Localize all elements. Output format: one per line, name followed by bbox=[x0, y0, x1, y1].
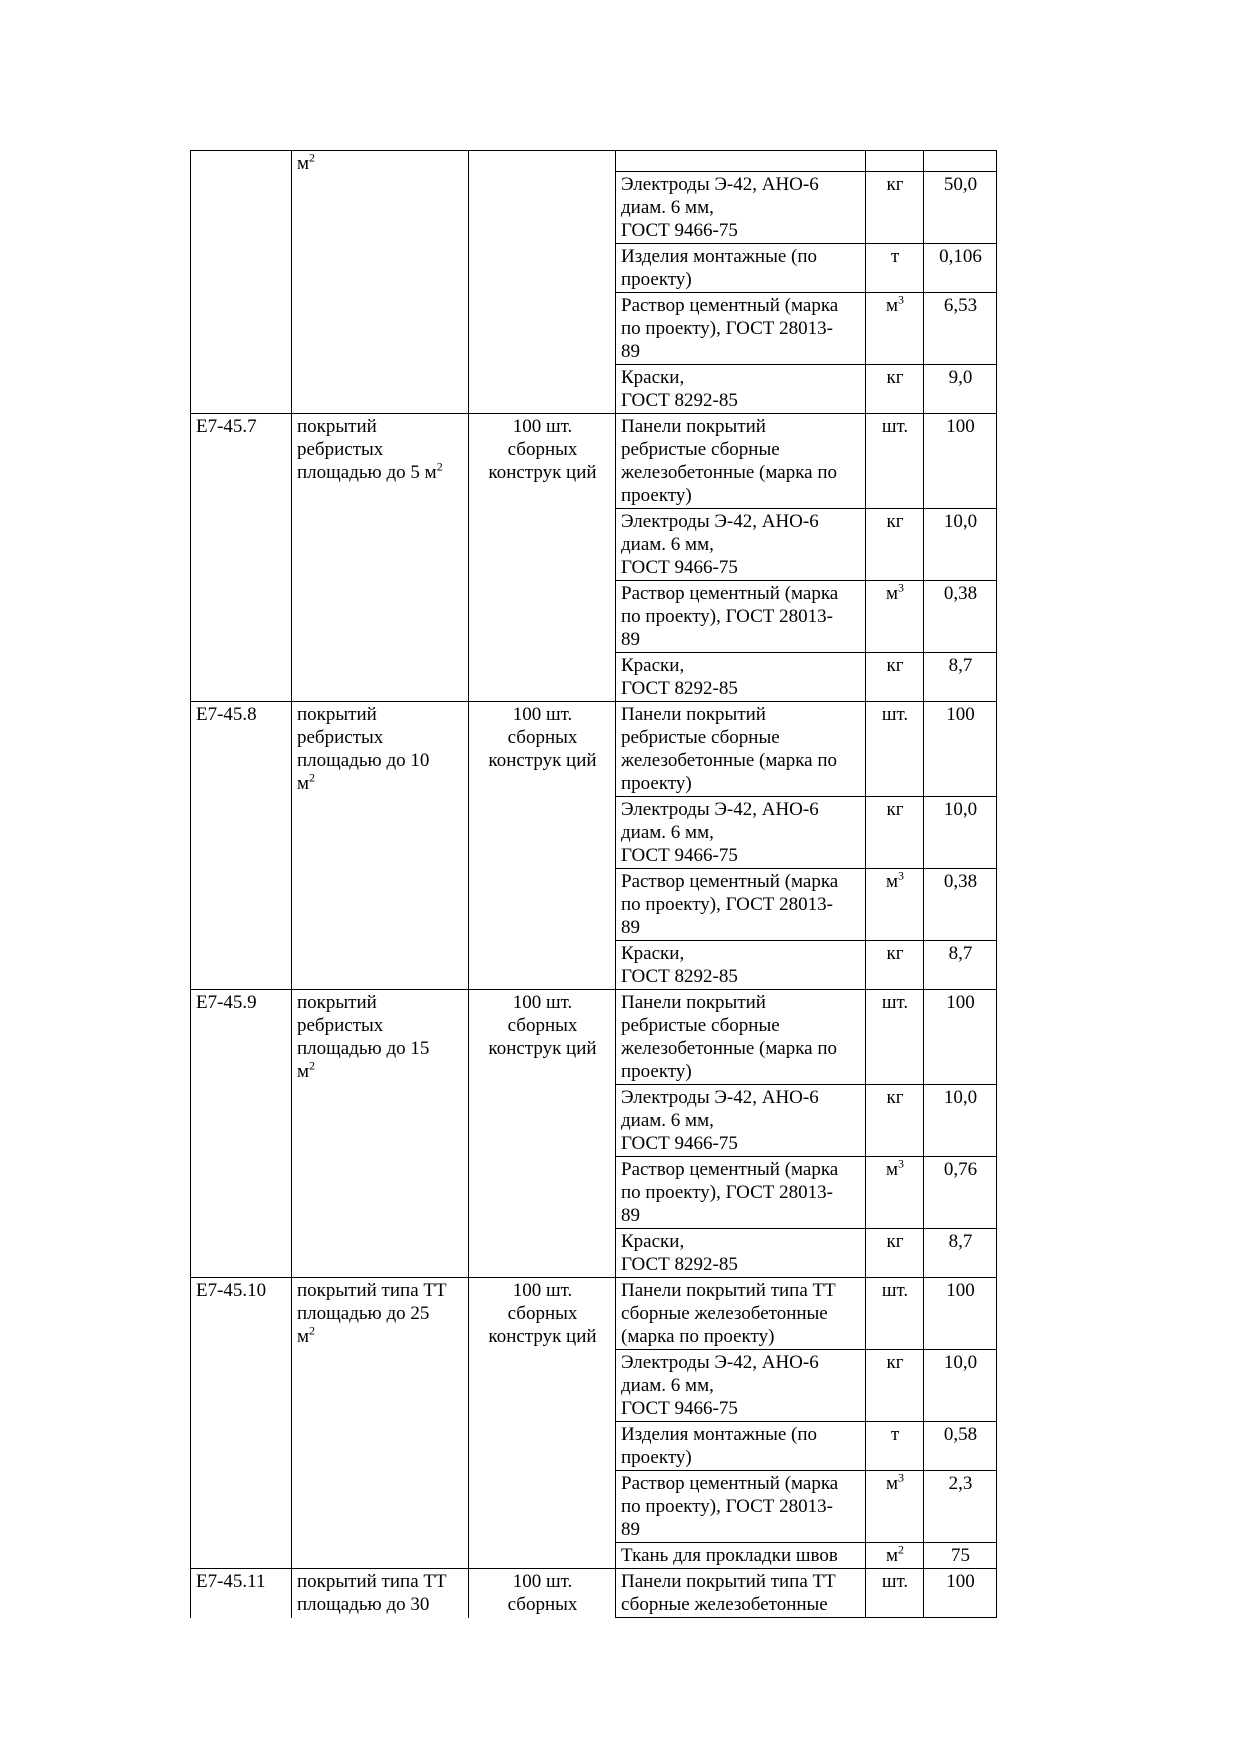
unit-cell bbox=[866, 244, 924, 293]
quantity-value: 0,38 bbox=[943, 871, 978, 892]
description-text: покрытий типа ТТ bbox=[297, 1280, 447, 1301]
text-line: ГОСТ 8292-85 bbox=[621, 966, 738, 987]
norm-code: Е7-45.11 bbox=[196, 1571, 266, 1592]
quantity-value: 75 bbox=[951, 1545, 970, 1566]
text-line: 89 bbox=[621, 341, 640, 362]
material-cell bbox=[616, 1278, 866, 1350]
quantity-value: 0,38 bbox=[943, 583, 978, 604]
norm-code: Е7-45.8 bbox=[196, 704, 257, 725]
quantity-value: 0,58 bbox=[943, 1424, 978, 1445]
text-line: сборных bbox=[507, 1594, 578, 1615]
quantity-cell bbox=[924, 653, 997, 702]
norm-code: Е7-45.10 bbox=[196, 1280, 267, 1301]
text-line: диам. 6 мм, bbox=[621, 197, 714, 218]
text-line bbox=[297, 1014, 464, 1037]
text-line: 89 bbox=[621, 629, 640, 650]
text-line bbox=[297, 726, 464, 749]
quantity-cell bbox=[924, 1422, 997, 1471]
text-line: железобетонные (марка по bbox=[621, 462, 837, 483]
material-cell bbox=[616, 1543, 866, 1569]
unit-cell bbox=[866, 414, 924, 509]
text-line: ребристые сборные bbox=[621, 727, 780, 748]
description-text: ребристых bbox=[297, 727, 384, 748]
unit-base: м bbox=[297, 153, 310, 174]
material-cell bbox=[616, 151, 866, 172]
unit-cell bbox=[866, 151, 924, 172]
text-line: Изделия монтажные (по bbox=[621, 1424, 818, 1445]
quantity-value: 50,0 bbox=[943, 174, 978, 195]
quantity-value: 0,106 bbox=[939, 246, 982, 267]
description-text: площадью до 15 bbox=[297, 1038, 430, 1059]
text-line: Панели покрытий bbox=[621, 992, 766, 1013]
text-line: конструк ций bbox=[488, 462, 597, 483]
unit-text: кг bbox=[886, 799, 904, 820]
unit-exponent: 2 bbox=[309, 1323, 316, 1338]
text-line: железобетонные (марка по bbox=[621, 750, 837, 771]
description-text: покрытий bbox=[297, 992, 377, 1013]
description-text: покрытий типа ТТ bbox=[297, 1571, 447, 1592]
unit-base: м bbox=[885, 295, 899, 316]
unit-text: кг bbox=[886, 655, 904, 676]
unit-text: шт. bbox=[881, 1280, 909, 1301]
unit-cell bbox=[866, 1157, 924, 1229]
code-cell bbox=[191, 702, 292, 990]
unit-text: кг bbox=[886, 943, 904, 964]
unit-text: кг bbox=[886, 511, 904, 532]
quantity-cell bbox=[924, 414, 997, 509]
table-row bbox=[191, 990, 997, 1085]
quantity-value: 100 bbox=[946, 704, 975, 725]
material-cell bbox=[616, 990, 866, 1085]
text-line: Электроды Э-42, АНО-6 bbox=[621, 799, 819, 820]
unit-base: м bbox=[885, 1473, 899, 1494]
text-line: Электроды Э-42, АНО-6 bbox=[621, 174, 819, 195]
description-cell bbox=[292, 1569, 469, 1618]
unit-exponent: 2 bbox=[898, 1542, 905, 1557]
text-line: сборных bbox=[507, 1015, 578, 1036]
quantity-value: 6,53 bbox=[943, 295, 978, 316]
text-line: диам. 6 мм, bbox=[621, 534, 714, 555]
text-line: проекту) bbox=[621, 1447, 692, 1468]
text-line: конструк ций bbox=[488, 1038, 597, 1059]
unit-cell bbox=[866, 509, 924, 581]
text-line: ГОСТ 9466-75 bbox=[621, 220, 738, 241]
text-line: Краски, bbox=[621, 1231, 685, 1252]
quantity-cell bbox=[924, 941, 997, 990]
unit-text: шт. bbox=[881, 992, 909, 1013]
text-line: Раствор цементный (марка bbox=[621, 871, 839, 892]
description-cell bbox=[292, 702, 469, 990]
quantity-cell bbox=[924, 702, 997, 797]
material-cell bbox=[616, 581, 866, 653]
text-line: Раствор цементный (марка bbox=[621, 1473, 839, 1494]
unit-cell bbox=[866, 172, 924, 244]
unit-cell bbox=[866, 365, 924, 414]
material-cell bbox=[616, 797, 866, 869]
text-line bbox=[297, 1037, 464, 1060]
text-line: Электроды Э-42, АНО-6 bbox=[621, 511, 819, 532]
unit-cell bbox=[866, 581, 924, 653]
measure-cell bbox=[469, 990, 616, 1278]
text-line: 100 шт. bbox=[512, 704, 573, 725]
description-text: ребристых bbox=[297, 439, 384, 460]
text-line bbox=[297, 772, 464, 795]
material-cell bbox=[616, 1569, 866, 1618]
text-line: ГОСТ 8292-85 bbox=[621, 678, 738, 699]
text-line: 100 шт. bbox=[512, 416, 573, 437]
unit-exponent: 2 bbox=[309, 150, 316, 165]
text-line: ГОСТ 9466-75 bbox=[621, 1398, 738, 1419]
unit-cell bbox=[866, 1085, 924, 1157]
unit-cell bbox=[866, 1569, 924, 1618]
quantity-value: 8,7 bbox=[948, 943, 973, 964]
text-line bbox=[297, 703, 464, 726]
text-line: по проекту), ГОСТ 28013- bbox=[621, 1496, 833, 1517]
unit-cell bbox=[866, 1543, 924, 1569]
unit-exponent: 3 bbox=[898, 292, 905, 307]
unit-cell bbox=[866, 990, 924, 1085]
text-line: 100 шт. bbox=[512, 1571, 573, 1592]
unit-cell bbox=[866, 653, 924, 702]
description-text: ребристых bbox=[297, 1015, 384, 1036]
material-cell bbox=[616, 414, 866, 509]
text-line: проекту) bbox=[621, 485, 692, 506]
text-line: диам. 6 мм, bbox=[621, 1110, 714, 1131]
text-line: сборные железобетонные bbox=[621, 1303, 828, 1324]
quantity-value: 100 bbox=[946, 1571, 975, 1592]
material-cell bbox=[616, 1157, 866, 1229]
text-line: ГОСТ 8292-85 bbox=[621, 390, 738, 411]
unit-cell bbox=[866, 941, 924, 990]
text-line bbox=[297, 1325, 464, 1348]
text-line: Изделия монтажные (по bbox=[621, 246, 818, 267]
norms-table bbox=[190, 150, 997, 1618]
quantity-value: 10,0 bbox=[943, 799, 978, 820]
unit-text: кг bbox=[886, 1352, 904, 1373]
text-line: ребристые сборные bbox=[621, 439, 780, 460]
description-text: м bbox=[297, 1061, 310, 1082]
quantity-cell bbox=[924, 1157, 997, 1229]
unit-cell bbox=[866, 797, 924, 869]
text-line: по проекту), ГОСТ 28013- bbox=[621, 894, 833, 915]
text-line: железобетонные (марка по bbox=[621, 1038, 837, 1059]
description-text: м bbox=[297, 1326, 310, 1347]
unit-text: т bbox=[890, 246, 900, 267]
text-line: 89 bbox=[621, 1519, 640, 1540]
text-line: Панели покрытий bbox=[621, 416, 766, 437]
unit-text: шт. bbox=[881, 1571, 909, 1592]
table-row bbox=[191, 151, 997, 172]
unit-base: м bbox=[885, 1159, 899, 1180]
text-line: конструк ций bbox=[488, 1326, 597, 1347]
quantity-cell bbox=[924, 1471, 997, 1543]
text-line: сборных bbox=[507, 1303, 578, 1324]
quantity-cell bbox=[924, 1278, 997, 1350]
text-line: проекту) bbox=[621, 773, 692, 794]
description-text: площадью до 5 м bbox=[297, 462, 437, 483]
quantity-cell bbox=[924, 581, 997, 653]
text-line: конструк ций bbox=[488, 750, 597, 771]
text-line bbox=[297, 461, 464, 484]
unit-text: кг bbox=[886, 367, 904, 388]
description-cell bbox=[292, 151, 469, 414]
material-cell bbox=[616, 869, 866, 941]
text-line bbox=[297, 991, 464, 1014]
text-line: 89 bbox=[621, 917, 640, 938]
description-text: покрытий bbox=[297, 416, 377, 437]
text-line bbox=[297, 749, 464, 772]
unit-base: м bbox=[885, 871, 899, 892]
text-line: Краски, bbox=[621, 655, 685, 676]
unit-text: кг bbox=[886, 174, 904, 195]
quantity-value: 10,0 bbox=[943, 1352, 978, 1373]
description-text: площадью до 10 bbox=[297, 750, 430, 771]
norm-code: Е7-45.9 bbox=[196, 992, 257, 1013]
material-cell bbox=[616, 365, 866, 414]
material-cell bbox=[616, 653, 866, 702]
description-text: м bbox=[297, 773, 310, 794]
table-row bbox=[191, 1569, 997, 1618]
material-cell bbox=[616, 1085, 866, 1157]
quantity-cell bbox=[924, 1229, 997, 1278]
description-cell bbox=[292, 990, 469, 1278]
quantity-cell bbox=[924, 244, 997, 293]
unit-cell bbox=[866, 1229, 924, 1278]
text-line: ГОСТ 9466-75 bbox=[621, 1133, 738, 1154]
text-line: 100 шт. bbox=[512, 1280, 573, 1301]
unit-cell bbox=[866, 1471, 924, 1543]
text-line: 100 шт. bbox=[512, 992, 573, 1013]
table-row bbox=[191, 702, 997, 797]
unit-text: т bbox=[890, 1424, 900, 1445]
text-line: Краски, bbox=[621, 943, 685, 964]
text-line: Электроды Э-42, АНО-6 bbox=[621, 1087, 819, 1108]
text-line: сборные железобетонные bbox=[621, 1594, 828, 1615]
unit-cell bbox=[866, 1350, 924, 1422]
measure-cell bbox=[469, 151, 616, 414]
code-cell bbox=[191, 990, 292, 1278]
text-line: ГОСТ 9466-75 bbox=[621, 557, 738, 578]
measure-cell bbox=[469, 1278, 616, 1569]
unit-base: м bbox=[885, 583, 899, 604]
material-cell bbox=[616, 1422, 866, 1471]
unit-exponent: 3 bbox=[898, 1156, 905, 1171]
material-cell bbox=[616, 941, 866, 990]
description-text: площадью до 25 bbox=[297, 1303, 430, 1324]
quantity-value: 10,0 bbox=[943, 511, 978, 532]
unit-exponent: 2 bbox=[436, 459, 443, 474]
table-row bbox=[191, 414, 997, 509]
description-text: площадью до 30 bbox=[297, 1594, 430, 1615]
text-line: диам. 6 мм, bbox=[621, 822, 714, 843]
unit-exponent: 3 bbox=[898, 580, 905, 595]
text-line: сборных bbox=[507, 439, 578, 460]
unit-base: м bbox=[885, 1545, 899, 1566]
text-line: Ткань для прокладки швов bbox=[621, 1545, 838, 1566]
text-line: Панели покрытий bbox=[621, 704, 766, 725]
quantity-cell bbox=[924, 365, 997, 414]
quantity-cell bbox=[924, 797, 997, 869]
text-line bbox=[297, 1593, 464, 1616]
quantity-cell bbox=[924, 1350, 997, 1422]
unit-cell bbox=[866, 869, 924, 941]
text-line: проекту) bbox=[621, 1061, 692, 1082]
unit-exponent: 2 bbox=[309, 1058, 316, 1073]
unit-exponent: 2 bbox=[309, 770, 316, 785]
unit-text: шт. bbox=[881, 704, 909, 725]
quantity-cell bbox=[924, 1569, 997, 1618]
unit-text: кг bbox=[886, 1087, 904, 1108]
material-cell bbox=[616, 509, 866, 581]
text-line: Раствор цементный (марка bbox=[621, 295, 839, 316]
code-cell bbox=[191, 1278, 292, 1569]
quantity-cell bbox=[924, 1085, 997, 1157]
text-line bbox=[297, 415, 464, 438]
material-cell bbox=[616, 244, 866, 293]
text-line: сборных bbox=[507, 727, 578, 748]
text-line: по проекту), ГОСТ 28013- bbox=[621, 606, 833, 627]
unit-cell bbox=[866, 702, 924, 797]
code-cell bbox=[191, 414, 292, 702]
quantity-cell bbox=[924, 509, 997, 581]
unit-exponent: 3 bbox=[898, 868, 905, 883]
quantity-value: 8,7 bbox=[948, 655, 973, 676]
quantity-cell bbox=[924, 990, 997, 1085]
text-line: Краски, bbox=[621, 367, 685, 388]
text-line bbox=[297, 1302, 464, 1325]
quantity-cell bbox=[924, 172, 997, 244]
text-line: 89 bbox=[621, 1205, 640, 1226]
text-line bbox=[297, 1570, 464, 1593]
measure-cell bbox=[469, 1569, 616, 1618]
text-line: Раствор цементный (марка bbox=[621, 583, 839, 604]
quantity-value: 100 bbox=[946, 416, 975, 437]
quantity-value: 100 bbox=[946, 992, 975, 1013]
text-line: ГОСТ 8292-85 bbox=[621, 1254, 738, 1275]
text-line: Панели покрытий типа ТТ bbox=[621, 1571, 836, 1592]
quantity-cell bbox=[924, 1543, 997, 1569]
text-line: диам. 6 мм, bbox=[621, 1375, 714, 1396]
material-cell bbox=[616, 1471, 866, 1543]
unit-cell bbox=[866, 1422, 924, 1471]
text-line: Раствор цементный (марка bbox=[621, 1159, 839, 1180]
quantity-value: 0,76 bbox=[943, 1159, 978, 1180]
text-line bbox=[297, 1060, 464, 1083]
unit-text: кг bbox=[886, 1231, 904, 1252]
text-line: по проекту), ГОСТ 28013- bbox=[621, 1182, 833, 1203]
material-cell bbox=[616, 1229, 866, 1278]
text-line: ребристые сборные bbox=[621, 1015, 780, 1036]
norm-code: Е7-45.7 bbox=[196, 416, 257, 437]
text-line: Электроды Э-42, АНО-6 bbox=[621, 1352, 819, 1373]
quantity-value: 9,0 bbox=[948, 367, 973, 388]
text-line: по проекту), ГОСТ 28013- bbox=[621, 318, 833, 339]
quantity-value: 2,3 bbox=[948, 1473, 973, 1494]
quantity-value: 10,0 bbox=[943, 1087, 978, 1108]
code-cell bbox=[191, 151, 292, 414]
text-line: Панели покрытий типа ТТ bbox=[621, 1280, 836, 1301]
material-cell bbox=[616, 293, 866, 365]
text-line: ГОСТ 9466-75 bbox=[621, 845, 738, 866]
measure-cell bbox=[469, 702, 616, 990]
unit-cell bbox=[866, 293, 924, 365]
unit-text: шт. bbox=[881, 416, 909, 437]
text-line bbox=[297, 438, 464, 461]
quantity-value: 100 bbox=[946, 1280, 975, 1301]
measure-cell bbox=[469, 414, 616, 702]
table-row bbox=[191, 1278, 997, 1350]
text-line: (марка по проекту) bbox=[621, 1326, 775, 1347]
material-cell bbox=[616, 702, 866, 797]
code-cell bbox=[191, 1569, 292, 1618]
unit-cell bbox=[866, 1278, 924, 1350]
quantity-value: 8,7 bbox=[948, 1231, 973, 1252]
description-cell bbox=[292, 414, 469, 702]
quantity-cell bbox=[924, 151, 997, 172]
text-line bbox=[297, 1279, 464, 1302]
text-line: проекту) bbox=[621, 269, 692, 290]
description-text: покрытий bbox=[297, 704, 377, 725]
material-cell bbox=[616, 172, 866, 244]
description-cell bbox=[292, 1278, 469, 1569]
quantity-cell bbox=[924, 869, 997, 941]
unit-exponent: 3 bbox=[898, 1470, 905, 1485]
quantity-cell bbox=[924, 293, 997, 365]
material-cell bbox=[616, 1350, 866, 1422]
